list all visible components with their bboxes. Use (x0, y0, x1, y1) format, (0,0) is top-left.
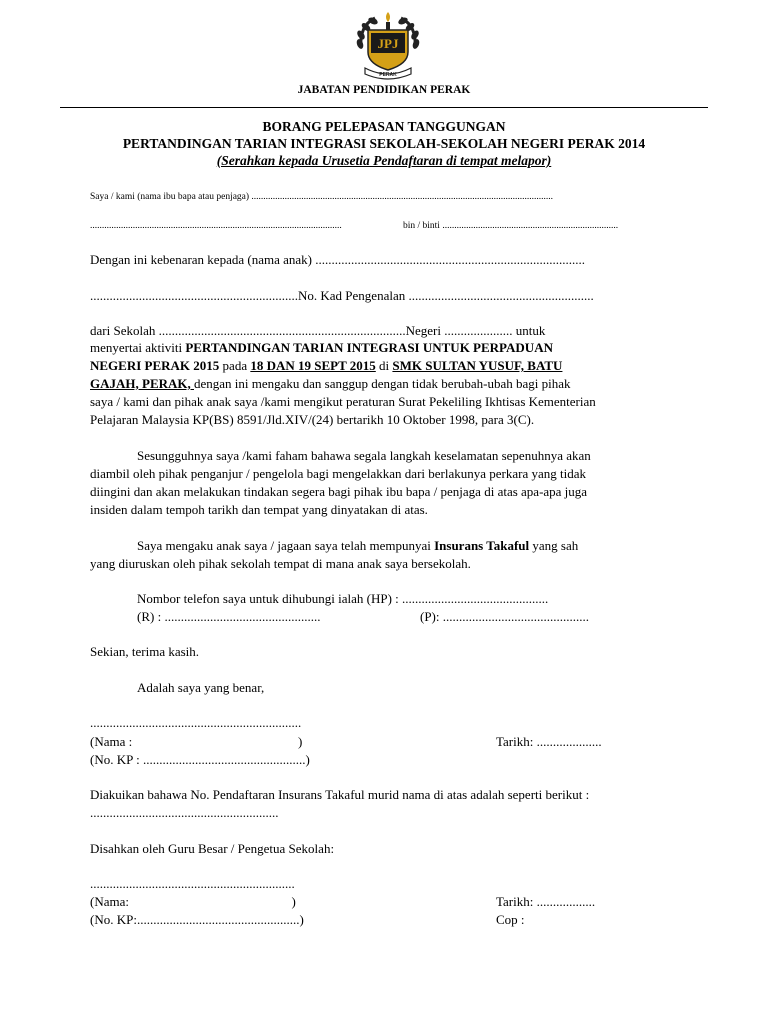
regulation-line: saya / kami dan pihak anak saya /kami mengikut peraturan Surat Pekeliling Ikhtisas Kementerian (90, 394, 596, 409)
principal-date-field: Tarikh: .................. (496, 894, 596, 909)
safety-para-line3: diingini dan akan melakukan tindakan segera bagi pihak ibu bapa / penjaga di atas apa-apa juga (90, 484, 588, 499)
department-name: JABATAN PENDIDIKAN PERAK (297, 84, 471, 96)
acknowledgement-text: Diakuikan bahawa No. Pendaftaran Insurans Takaful murid nama di atas adalah seperti berikut : (90, 787, 590, 802)
phone-p-line: (P): ............................................. (420, 609, 589, 624)
activity-venue: SMK SULTAN YUSUF, BATU (392, 358, 563, 373)
closing-text: Sekian, terima kasih. (90, 644, 200, 659)
child-name-line: Dengan ini kebenaran kepada (nama anak) ................................................................................... (90, 252, 585, 267)
insurance-text-end: yang sah (529, 538, 579, 553)
phone-hp-line: Nombor telefon saya untuk dihubungi ialah (HP) : ............................................. (137, 591, 549, 606)
activity-date: 18 DAN 19 SEPT 2015 (250, 358, 376, 373)
svg-text:PERAK: PERAK (379, 72, 397, 78)
activity-line (90, 339, 553, 356)
school-line: dari Sekolah ............................................................................Negeri ..................... untuk (90, 323, 546, 338)
parent-name-line: Saya / kami (nama ibu bapa atau penjaga) ............................................................................................................................... (90, 192, 554, 202)
activity-label: menyertai aktiviti (90, 340, 186, 355)
insurance-text: Saya mengaku anak saya / jagaan saya telah mempunyai (137, 538, 435, 553)
parent-name-field: (Nama : ) (90, 734, 303, 749)
principal-signature-line: ............................................................... (90, 876, 295, 891)
activity-name: PERTANDINGAN TARIAN INTEGRASI UNTUK PERPADUAN (185, 340, 553, 355)
activity-date-line (90, 357, 562, 374)
ic-number-line: ................................................................No. Kad Pengenalan ......................................................... (90, 288, 594, 303)
safety-para-line1: Sesungguhnya saya /kami faham bahawa segala langkah keselamatan sepenuhnya akan (137, 448, 591, 463)
approval-text: Disahkan oleh Guru Besar / Pengetua Sekolah: (90, 841, 335, 856)
safety-para-line2: diambil oleh pihak penganjur / pengelola bagi mengelakkan dari berlakunya perkara yang tidak (90, 466, 586, 481)
form-title: BORANG PELEPASAN TANGGUNGAN (262, 119, 506, 134)
venue-line (90, 375, 571, 392)
insurance-para-line1 (137, 537, 578, 554)
regulation-ref-line: Pelajaran Malaysia KP(BS) 8591/Jld.XIV/(24) bertarikh 10 Oktober 1998, para 3(C). (90, 412, 535, 427)
di-label: di (375, 358, 393, 373)
principal-ic-field: (No. KP:..................................................) (90, 912, 304, 927)
principal-name-field: (Nama: ) (90, 894, 296, 909)
header-divider (60, 107, 708, 108)
activity-name-cont: NEGERI PERAK 2015 (90, 358, 220, 373)
phone-r-line: (R) : ................................................ (137, 609, 321, 624)
registration-number-line: .......................................................... (90, 805, 279, 820)
form-instruction: (Serahkan kepada Urusetia Pendaftaran di tempat melapor) (216, 153, 552, 168)
safety-para-line4: insiden dalam tempoh tarikh dan tempat yang dinyatakan di atas. (90, 502, 428, 517)
parent-date-field: Tarikh: .................... (496, 734, 602, 749)
svg-text:JPJ: JPJ (377, 36, 399, 51)
pada-label: pada (219, 358, 251, 373)
jabatan-logo-icon (351, 10, 425, 84)
insurance-name: Insurans Takaful (434, 538, 530, 553)
yours-truly: Adalah saya yang benar, (137, 680, 265, 695)
school-stamp-field: Cop : (496, 912, 525, 927)
parent-ic-field: (No. KP : ..................................................) (90, 752, 310, 767)
undertaking-text: dengan ini mengaku dan sanggup dengan tidak berubah-ubah bagi pihak (194, 376, 571, 391)
insurance-para-line2: yang diuruskan oleh pihak sekolah tempat di mana anak saya bersekolah. (90, 556, 471, 571)
bin-binti-line: bin / binti .......................................................................... (403, 221, 619, 231)
form-subtitle: PERTANDINGAN TARIAN INTEGRASI SEKOLAH-SEKOLAH NEGERI PERAK 2014 (122, 136, 646, 151)
parent-name-line-cont: .......................................................................................................... (90, 221, 342, 231)
parent-signature-line: ................................................................. (90, 715, 302, 730)
activity-venue-cont: GAJAH, PERAK, (90, 376, 194, 391)
